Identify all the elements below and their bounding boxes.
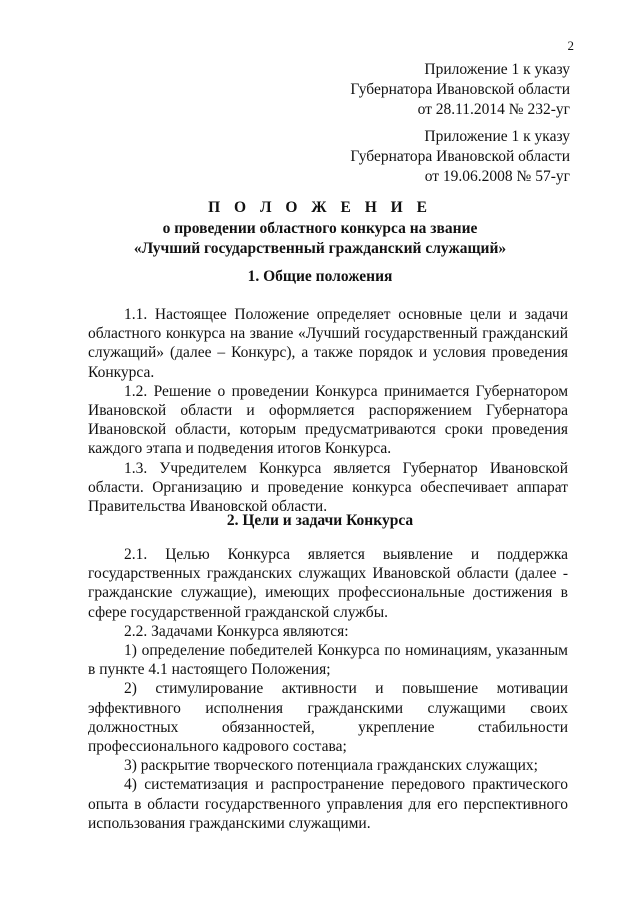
appendix-line: Приложение 1 к указу xyxy=(424,61,570,78)
appendix-line: Губернатора Ивановской области xyxy=(350,81,570,98)
paragraph: 1.2. Решение о проведении Конкурса принимается Губернатором Ивановской области и оформляется распоряжением Губернатора Ивановской области, которым предусматриваются сроки проведения каждого этапа и подведения итогов Конкурса. xyxy=(88,382,568,458)
paragraph: 2.1. Целью Конкурса является выявление и поддержка государственных гражданских служащих Ивановской области (далее - гражданские служащие), имеющих профессиональные достижения в сфере государственной гражданской службы. xyxy=(88,546,568,621)
appendix-line: Приложение 1 к указу xyxy=(424,128,570,145)
title-subtitle: «Лучший государственный гражданский служащий» xyxy=(133,240,507,257)
document-title xyxy=(0,198,640,259)
section-heading-general: 1. Общие положения xyxy=(247,268,393,285)
section-body-general xyxy=(88,305,568,516)
section-heading-goals: 2. Цели и задачи Конкурса xyxy=(226,512,414,529)
paragraph: 1.3. Учредителем Конкурса является Губернатор Ивановской области. Организацию и проведение конкурса обеспечивает аппарат Правительства Ивановской области. xyxy=(88,459,568,516)
appendix-line: Губернатора Ивановской области xyxy=(350,148,570,165)
appendix-line: от 28.11.2014 № 232-уг xyxy=(417,101,570,118)
paragraph: 2) стимулирование активности и повышение мотивации эффективного исполнения гражданскими служащими своих должностных обязанностей, укрепление стабильности профессионального кадрового состава; xyxy=(88,680,568,756)
appendix-note-original xyxy=(350,127,570,187)
section-body-goals xyxy=(88,545,568,833)
paragraph: 1.1. Настоящее Положение определяет основные цели и задачи областного конкурса на звание «Лучший государственный гражданский служащий» (далее – Конкурс), а также порядок и условия проведения Конкурса. xyxy=(88,306,568,381)
title-subtitle: о проведении областного конкурса на звание xyxy=(162,220,478,237)
paragraph: 4) систематизация и распространение передового практического опыта в области государственного управления для его перспективного использования гражданскими служащими. xyxy=(88,776,568,832)
appendix-line: от 19.06.2008 № 57-уг xyxy=(424,168,570,185)
page-number: 2 xyxy=(567,38,574,53)
title-main: П О Л О Ж Е Н И Е xyxy=(208,199,432,216)
paragraph: 3) раскрытие творческого потенциала гражданских служащих; xyxy=(124,757,538,775)
paragraph: 2.2. Задачами Конкурса являются: xyxy=(124,622,349,640)
paragraph: 1) определение победителей Конкурса по номинациям, указанным в пункте 4.1 настоящего Положения; xyxy=(88,642,568,679)
appendix-note-current xyxy=(350,60,570,120)
